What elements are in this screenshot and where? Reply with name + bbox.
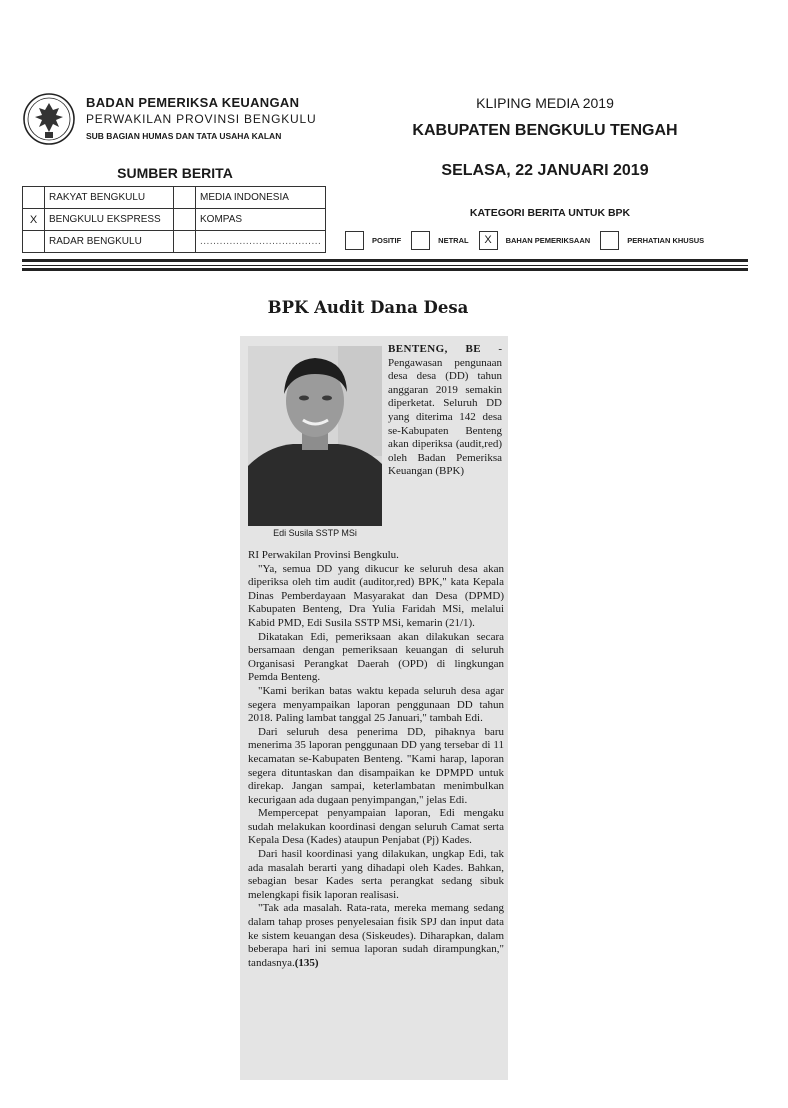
article-dateline: BENTENG, BE (388, 343, 481, 355)
table-row (23, 209, 326, 231)
bpk-logo-emblem (22, 90, 76, 148)
source-name-blank: ..................................... (196, 231, 326, 253)
source-name: RADAR BENGKULU (45, 231, 174, 253)
source-checkbox (174, 209, 196, 231)
article-paragraph: "Kami berikan batas waktu kepada seluruh desa agar segera menyampaikan laporan penggunaan DD tahun 2018. Paling lambat tanggal 25 Januari," tambah Edi. (248, 684, 504, 725)
source-name: KOMPAS (196, 209, 326, 231)
header-divider (22, 268, 748, 271)
publication-date: SELASA, 22 JANUARI 2019 (441, 162, 649, 179)
kliping-title: KLIPING MEDIA 2019 (476, 95, 614, 111)
source-checkbox (23, 187, 45, 209)
source-name: BENGKULU EKSPRESS (45, 209, 174, 231)
article-paragraph (248, 902, 504, 970)
article-paragraph: Dikatakan Edi, pemeriksaan akan dilakukan secara bersamaan dengan pemeriksaan keuangan di seluruh Organisasi Perangkat Daerah (OPD) di lingkungan Pemda Benteng. (248, 630, 504, 684)
header-divider (22, 259, 748, 262)
category-label: NETRAL (438, 235, 469, 245)
sources-title: SUMBER BERITA (117, 165, 233, 181)
article-headline: BPK Audit Dana Desa (267, 298, 469, 317)
category-checkbox: X (479, 231, 498, 250)
source-checkbox (174, 231, 196, 253)
sources-table (22, 186, 326, 253)
source-checkbox (23, 231, 45, 253)
category-label: PERHATIAN KHUSUS (627, 235, 705, 245)
source-checkbox: X (23, 209, 45, 231)
article-body (248, 549, 504, 970)
author-code: (135) (294, 956, 319, 969)
table-row (23, 187, 326, 209)
category-title: KATEGORI BERITA UNTUK BPK (469, 207, 631, 219)
category-row (345, 230, 714, 250)
photo-caption: Edi Susila SSTP MSi (273, 528, 357, 538)
source-checkbox (174, 187, 196, 209)
category-label: POSITIF (372, 235, 402, 245)
category-checkbox (411, 231, 430, 250)
article-lead-continued: RI Perwakilan Provinsi Bengkulu. (248, 549, 399, 561)
org-subdivision: SUB BAGIAN HUMAS DAN TATA USAHA KALAN (86, 131, 282, 141)
org-name: BADAN PEMERIKSA KEUANGAN (86, 95, 300, 110)
org-branch: PERWAKILAN PROVINSI BENGKULU (86, 112, 317, 126)
header-divider (22, 265, 748, 266)
source-name: RAKYAT BENGKULU (45, 187, 174, 209)
region-title: KABUPATEN BENGKULU TENGAH (412, 122, 678, 139)
article-paragraph: Mempercepat penyampaian laporan, Edi mengaku sudah melakukan koordinasi dengan seluruh Camat serta Kepala Desa (Kades) ataupun Penjabat (Pj) Kades. (248, 807, 504, 847)
article-paragraph-text: "Tak ada masalah. Rata-rata, mereka memang sedang dalam tahap proses penyelesaian fisik SPJ dan input data ke sistem keuangan desa (Siskeudes). Diharapkan, dalam beberapa hari ini semua laporan sudah dirampungkan," tandasnya. (248, 902, 504, 969)
article-paragraph: "Ya, semua DD yang dikucur ke seluruh desa akan diperiksa oleh tim audit (auditor,red) BPK," kata Kepala Dinas Pemberdayaan Masyarakat dan Desa (DPMD) Kabupaten Benteng, Dra Yulia Faridah MSi, melalui Kabid PMD, Edi Susila SSTP MSi, kemarin (21/1). (248, 562, 504, 629)
article-paragraph: Dari hasil koordinasi yang dilakukan, ungkap Edi, tak ada masalah berarti yang dihadapi oleh Kades. Bahkan, sebagian besar Kades serta perangkat sedang sibuk melengkapi fisik laporan realisasi. (248, 848, 504, 901)
category-label: BAHAN PEMERIKSAAN (505, 235, 591, 245)
article-paragraph: Dari seluruh desa penerima DD, pihaknya baru menerima 35 laporan penggunaan DD yang tersebar di 11 kecamatan se-Kabupaten Benteng. "Kami harap, laporan segera dituntaskan dan disampaikan ke DPMPD untuk direkap. Jangan sampai, keterlambatan menimbulkan kecurigaan ada dugaan penyimpangan," jelas Edi. (248, 725, 504, 806)
article-lead: - Pengawasan pengunaan desa desa (DD) tahun anggaran 2019 semakin diperketat. Seluruh DD yang diterima 142 desa se-Kabupaten Benteng akan diperiksa (audit,red) oleh Badan Pemeriksa Keuangan (BPK) (388, 343, 502, 478)
article-lead-column (388, 343, 502, 479)
table-row (23, 231, 326, 253)
category-checkbox (600, 231, 619, 250)
source-name: MEDIA INDONESIA (196, 187, 326, 209)
category-checkbox (345, 231, 364, 250)
article-photo (248, 346, 382, 526)
